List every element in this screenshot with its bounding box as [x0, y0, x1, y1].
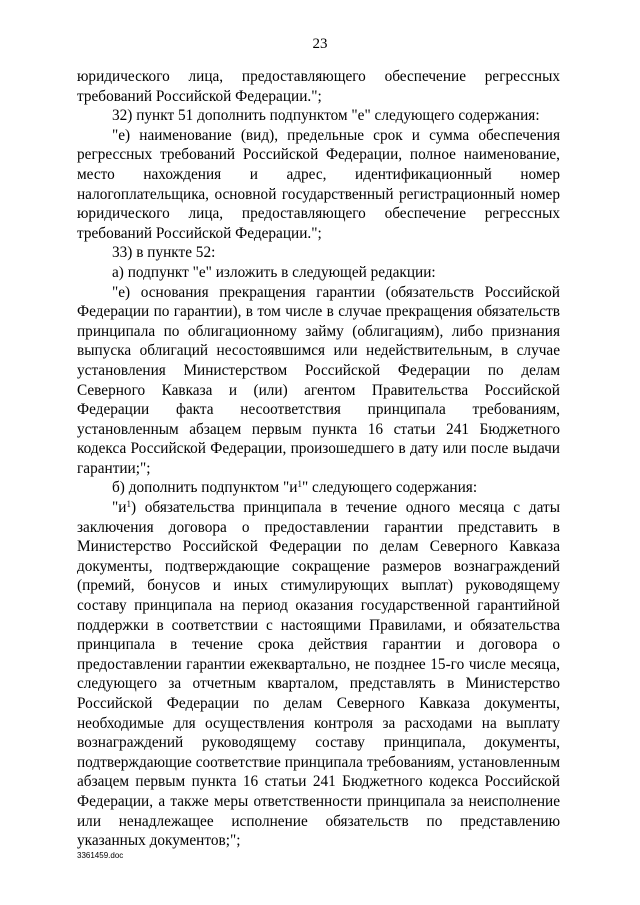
paragraph-subitem-b	[77, 478, 560, 498]
paragraph-subitem-e-new: "е) наименование (вид), предельные срок и сумма обеспечения регрессных требований Российской Федерации, полное наименование, место нахождения и адрес, идентификационный номер налогоплательщика, основной государственный регистрационный номер юридического лица, предоставляющего обеспечение регрессных требований Российской Федерации.";	[77, 126, 560, 242]
paragraph-text-part: " следующего содержания:	[301, 479, 478, 497]
paragraph-text-part: ) обязательства принципала в течение одного месяца с даты заключения договора о предоставлении гарантии представить в Министерство Российской Федерации по делам Северного Кавказа документы, подтверждающие сокращение размеров вознаграждений (премий, бонусов и иных стимулирующих выплат) руководящему составу принципала на период оказания государственной гарантийной поддержки в соответствии с настоящими Правилами, и обязательства принципала в течение срока действия гарантии и договора о предоставлении гарантии ежеквартально, не позднее 15-го числе месяца, следующего за отчетным кварталом, представлять в Министерство Российской Федерации по делам Северного Кавказа документы, необходимые для осуществления контроля за расходами на выплату вознаграждений руководящему составу принципала, документы, подтверждающие соответствие принципала требованиям, установленным абзацем первым пункта 16 статьи 241 Бюджетного кодекса Российской Федерации, а также меры ответственности принципала за неисполнение или ненадлежащее исполнение обязательств по представлению указанных документов;";	[77, 499, 560, 850]
paragraph-text-part: б) дополнить подпунктом "и	[112, 479, 298, 497]
page-number: 23	[312, 36, 328, 52]
superscript: 1	[297, 479, 302, 490]
paragraph-item-33: 33) в пункте 52:	[112, 244, 216, 262]
paragraph-subitem-a: а) подпункт "е" изложить в следующей редакции:	[112, 263, 436, 281]
paragraph-text-part: "и	[112, 499, 127, 517]
paragraph-subitem-i1	[77, 498, 560, 851]
superscript: 1	[126, 499, 131, 510]
paragraph-continuation: юридического лица, предоставляющего обеспечение регрессных требований Российской Федерации.";	[77, 68, 560, 105]
paragraph-subitem-e-revised: "е) основания прекращения гарантии (обязательств Российской Федерации по гарантии), в том числе в случае прекращения обязательств принципала по облигационному займу (облигациям), либо признания выпуска облигаций несостоявшимся или недействительным, в случае установления Министерством Российской Федерации по делам Северного Кавказа и (или) агентом Правительства Российской Федерации факта несоответствия принципала требованиям, установленным абзацем первым пункта 16 статьи 241 Бюджетного кодекса Российской Федерации, произошедшего в дату или после выдачи гарантии;";	[77, 283, 560, 477]
document-footer-filename: 3361459.doc	[77, 851, 124, 860]
paragraph-item-32: 32) пункт 51 дополнить подпунктом "е" следующего содержания:	[112, 107, 540, 125]
document-body	[77, 67, 560, 851]
